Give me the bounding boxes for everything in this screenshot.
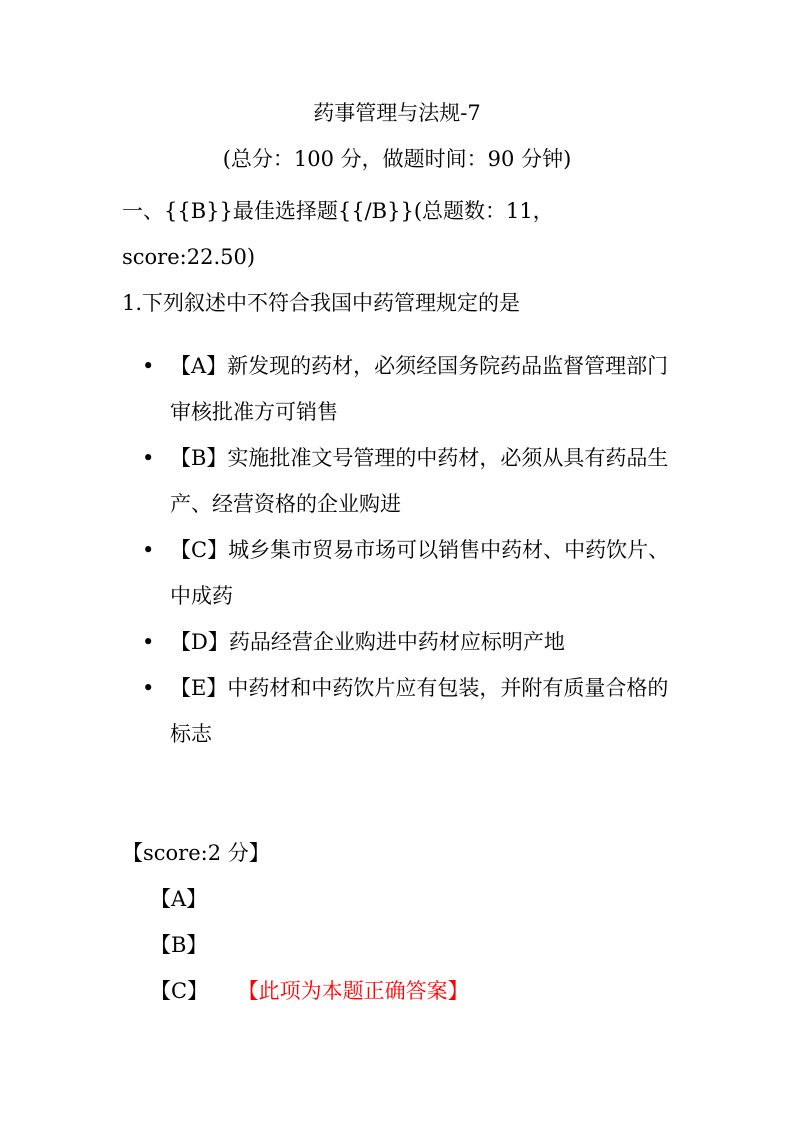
answer-label: 【B】	[150, 933, 208, 957]
answer-label: 【A】	[150, 887, 208, 911]
option-item	[140, 619, 680, 665]
answer-label: 【C】	[150, 979, 209, 1003]
option-text: 【A】新发现的药材，必须经国务院药品监督管理部门审核批准方可销售	[170, 354, 669, 424]
document-subtitle: (总分：100 分，做题时间：90 分钟)	[222, 147, 572, 171]
option-text: 【B】实施批准文号管理的中药材，必须从具有药品生产、经营资格的企业购进	[170, 446, 669, 516]
option-item	[140, 435, 680, 527]
score-label: 【score:2 分】	[122, 841, 270, 865]
correct-answer-note: 【此项为本题正确答案】	[248, 979, 469, 1003]
options-list	[140, 343, 680, 757]
bullet-icon: •	[142, 676, 155, 700]
answer-a	[150, 876, 207, 922]
question-text: 1.下列叙述中不符合我国中药管理规定的是	[122, 291, 521, 315]
bullet-icon: •	[142, 538, 155, 562]
option-item	[140, 665, 680, 757]
bullet-icon: •	[142, 354, 155, 378]
option-item	[140, 343, 680, 435]
document-title: 药事管理与法规-7	[313, 101, 481, 125]
bullet-icon: •	[142, 446, 155, 470]
answer-c	[150, 968, 469, 1014]
option-text: 【C】城乡集市贸易市场可以销售中药材、中药饮片、中成药	[170, 538, 670, 608]
answer-b	[150, 922, 207, 968]
option-text: 【E】中药材和中药饮片应有包装，并附有质量合格的标志	[170, 676, 669, 746]
option-text: 【D】药品经营企业购进中药材应标明产地	[170, 630, 565, 654]
option-item	[140, 527, 680, 619]
bullet-icon: •	[142, 630, 155, 654]
section-header: 一、{{B}}最佳选择题{{/B}}(总题数：11，score:22.50)	[122, 199, 554, 269]
